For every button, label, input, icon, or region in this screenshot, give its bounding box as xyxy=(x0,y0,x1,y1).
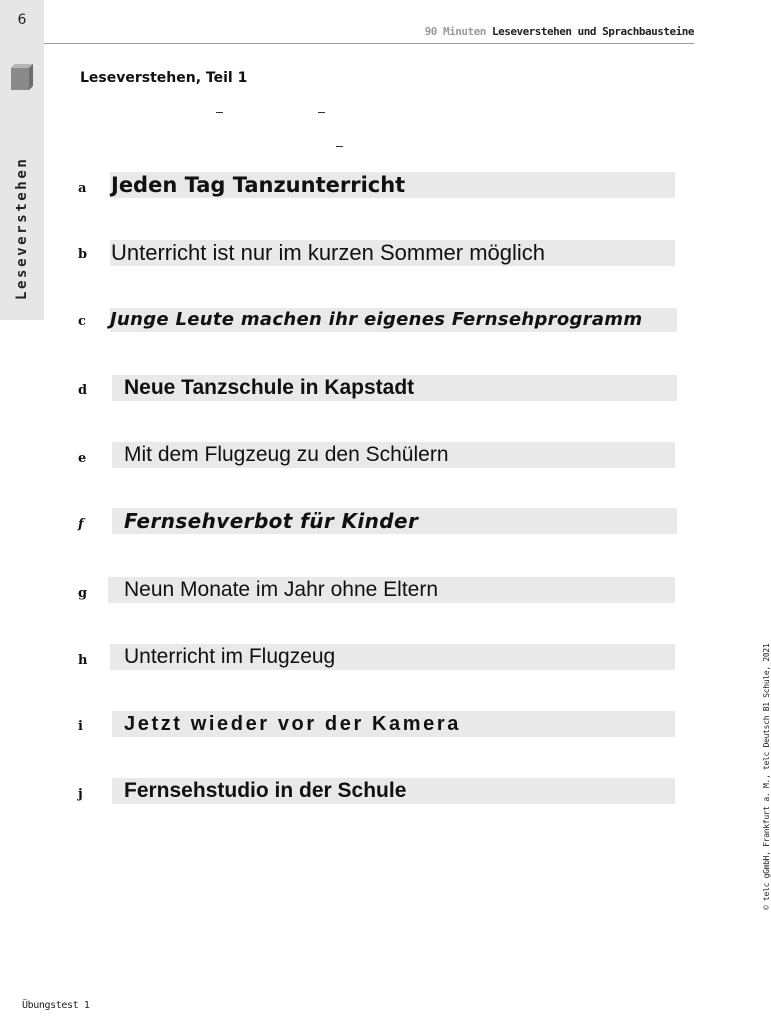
dash-mark xyxy=(336,146,343,147)
headline-f: Fernsehverbot für Kinder xyxy=(112,508,677,534)
headline-letter-g: g xyxy=(78,586,88,601)
header-time: 90 Minuten xyxy=(424,25,486,38)
headline-j: Fernsehstudio in der Schule xyxy=(112,778,675,804)
headline-letter-j: j xyxy=(78,787,83,802)
header-title: Leseverstehen und Sprachbausteine xyxy=(491,25,694,38)
headline-letter-d: d xyxy=(78,383,88,398)
footer-label: Übungstest 1 xyxy=(22,1000,90,1011)
section-side-label: Leseverstehen xyxy=(14,156,30,300)
copyright-notice: © telc gGmbH, Frankfurt a. M., telc Deutsch B1 Schule, 2021 xyxy=(762,643,771,910)
headline-h: Unterricht im Flugzeug xyxy=(110,644,675,670)
running-header xyxy=(425,25,694,38)
dash-mark xyxy=(216,112,223,113)
headline-i: Jetzt wieder vor der Kamera xyxy=(112,711,675,737)
headline-letter-e: e xyxy=(78,451,87,466)
headline-letter-a: a xyxy=(78,181,87,196)
headline-letter-c: c xyxy=(78,314,86,329)
headline-c: Junge Leute machen ihr eigenes Fernsehprogramm xyxy=(110,308,677,332)
headline-d: Neue Tanzschule in Kapstadt xyxy=(112,375,677,401)
headline-letter-i: i xyxy=(78,719,83,734)
page-number: 6 xyxy=(17,12,27,28)
headline-a: Jeden Tag Tanzunterricht xyxy=(110,172,675,198)
headline-b: Unterricht ist nur im kurzen Sommer möglich xyxy=(110,240,675,266)
headline-letter-h: h xyxy=(78,653,88,668)
headline-letter-f: f xyxy=(78,517,84,532)
section-title: Leseverstehen, Teil 1 xyxy=(80,70,248,86)
headline-letter-b: b xyxy=(78,247,88,262)
headline-e: Mit dem Flugzeug zu den Schülern xyxy=(112,442,675,468)
headline-g: Neun Monate im Jahr ohne Eltern xyxy=(108,577,675,603)
header-rule xyxy=(44,43,694,44)
dash-mark xyxy=(318,112,325,113)
